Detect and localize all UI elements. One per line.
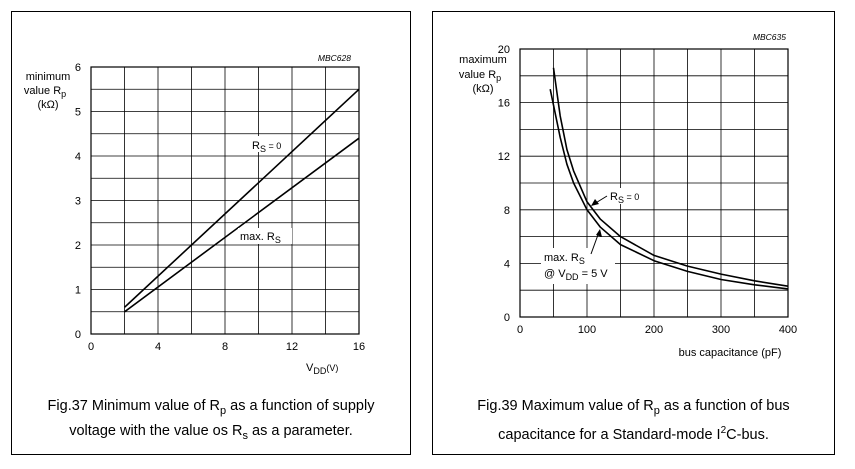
y-tick-label: 0	[503, 312, 510, 324]
x-tick-label: 100	[577, 324, 597, 336]
x-tick-label: 0	[516, 324, 524, 336]
tick-labels	[75, 62, 365, 353]
figure-39-panel	[432, 11, 835, 455]
caption-line-2: voltage with the value os $R_s$ as a parameter.	[69, 422, 353, 442]
x-tick-label: 300	[711, 324, 731, 336]
x-tick-label: 400	[778, 324, 798, 336]
y-tick-label: 4	[74, 151, 81, 163]
y-axis-label-line2: value $R_p$	[23, 85, 67, 99]
y-axis-label-line3: (kΩ)	[37, 99, 59, 111]
y-tick-label: 0	[74, 329, 81, 341]
figure-caption	[433, 396, 834, 445]
y-axis-label-line2: value $R_p$	[458, 69, 502, 83]
y-axis-label-line3: (kΩ)	[472, 83, 494, 95]
x-axis-label: bus capacitance (pF)	[678, 347, 782, 359]
y-tick-label: 5	[74, 106, 81, 119]
annotation-rs-zero: $R_S$ $^{= 0}$	[252, 140, 282, 154]
annotation-rs-zero: $R_S$ $^{= 0}$	[610, 191, 640, 205]
caption-line-1: Fig.39 Maximum value of $R_p$ as a function of bus	[477, 398, 790, 417]
y-tick-label: 2	[74, 240, 81, 252]
figure-37-panel	[11, 11, 411, 455]
chart-min-rp-vs-vdd	[12, 12, 412, 392]
annotation-vdd: @ $V_{DD} = 5$ V	[544, 268, 608, 282]
chart-code: MBC635	[752, 32, 786, 42]
annotation-arrowhead	[596, 229, 602, 237]
x-tick-label: 12	[285, 341, 299, 353]
chart-code: MBC628	[317, 53, 351, 63]
y-tick-label: 16	[497, 97, 510, 110]
x-tick-label: 8	[221, 341, 229, 353]
annotation-arrowhead	[591, 199, 599, 206]
x-tick-label: 16	[352, 341, 366, 353]
chart-max-rp-vs-bus-capacitance	[433, 12, 836, 392]
annotation-max-rs: max. $R_S$	[240, 231, 281, 245]
caption-line-1: Fig.37 Minimum value of $R_p$ as a function of supply	[47, 398, 375, 417]
series-line-2	[125, 138, 360, 312]
x-axis-label: $V_{DD}^{(V)}$	[306, 362, 339, 376]
x-tick-label: 200	[644, 324, 664, 336]
y-tick-label: 8	[503, 204, 510, 217]
grid	[91, 67, 359, 334]
series-line-1	[125, 89, 360, 307]
figure-caption	[12, 396, 410, 446]
y-tick-label: 3	[74, 195, 81, 208]
y-axis-label-line1: maximum	[459, 54, 507, 66]
y-tick-label: 12	[497, 151, 510, 164]
y-axis-label-line1: minimum	[25, 71, 71, 83]
y-tick-label: 1	[74, 284, 81, 297]
y-tick-label: 20	[497, 44, 510, 56]
y-tick-label: 4	[503, 258, 510, 271]
caption-line-2: capacitance for a Standard-mode $I^2C$-bus.	[498, 424, 769, 443]
x-tick-label: 4	[154, 341, 162, 353]
x-tick-label: 0	[87, 341, 95, 353]
y-tick-label: 6	[74, 62, 81, 74]
annotation-max-rs: max. $R_S$	[544, 252, 585, 266]
